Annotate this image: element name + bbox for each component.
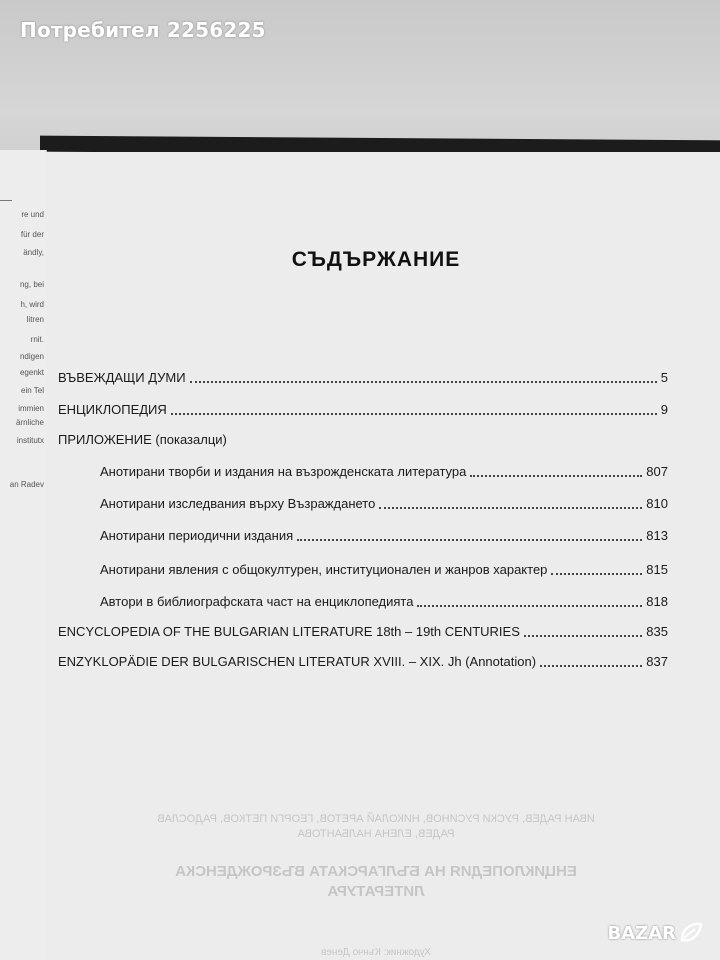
toc-entry-label: Анотирани явления с общокултурен, институционален и жанров характер [100,562,548,577]
page-title: СЪДЪРЖАНИЕ [291,248,461,271]
toc-entry-page: 810 [646,496,668,511]
toc-entry-german-summary [58,654,668,670]
toc-entry-page: 837 [646,654,668,669]
show-through-authors: ИВАН РАДЕВ, РУСКИ РУСИНОВ, НИКОЛАЙ АРЕТОВ, ГЕОРГИ ПЕТКОВ, РАДОСЛАВ РАДЕВ, ЕЛЕНА НАЛБАНТОВА [157,813,595,840]
toc-entry-page: 818 [646,594,668,609]
left-page-fragment: h, wird [20,300,44,309]
left-page-fragment: rnit. [30,335,44,344]
toc-entry-english-summary [58,624,668,640]
dot-leader [190,381,657,383]
leaf-icon [678,920,704,946]
toc-entry-page: 807 [646,464,668,479]
show-through-text [156,812,596,960]
bazar-logo [608,920,705,946]
appendix-heading: ПРИЛОЖЕНИЕ (показалци) [58,432,227,447]
toc-entry-label: Анотирани периодични издания [100,528,294,543]
left-page-fragment: ärnliche [15,418,44,427]
toc-entry-page: 815 [646,562,668,577]
dot-leader [297,539,642,541]
toc-entry-label: ВЪВЕЖДАЩИ ДУМИ [58,370,186,385]
toc-entry-appendix [100,562,668,578]
user-watermark: Потребител 2256225 [20,18,266,42]
toc-entry-appendix [100,528,668,544]
show-through-title: ЕНЦИКЛОПЕДИЯ НА БЪЛГАРСКАТА ВЪЗРОЖДЕНСКА ЛИТЕРАТУРА [175,863,577,900]
toc-entry-page: 9 [660,402,668,417]
toc-entry-introduction [58,370,668,386]
toc-entry-appendix [100,594,668,610]
dot-leader [524,635,642,637]
dot-leader [470,475,642,477]
toc-entry-label: Автори в библиографската част на енциклопедията [100,594,414,609]
dot-leader [417,605,642,607]
toc-entry-encyclopedia [58,402,668,418]
toc-entry-page: 5 [660,370,668,385]
dot-leader [379,507,642,509]
left-page-fragment: institutx [16,436,44,445]
show-through-credits: Художник: Кънчо Денев [321,947,432,958]
toc-entry-page: 835 [646,624,668,639]
toc-entry-label: ЕНЦИКЛОПЕДИЯ [58,402,167,417]
left-page-fragment: immien [18,404,44,413]
toc-entry-page: 813 [646,528,668,543]
left-page-fragment: an Radev [9,480,44,489]
left-page-fragment: egenkt [19,368,44,377]
left-page [0,150,47,960]
contents-page [46,152,720,960]
left-page-fragment: ng, bei [19,280,44,289]
toc-entry-appendix [100,464,668,480]
bazar-logo-text: BAZAR [607,922,676,944]
toc-entry-label: ENCYCLOPEDIA OF THE BULGARIAN LITERATURE 18th – 19th CENTURIES [58,624,520,639]
left-page-fragment: ein Tel [21,386,44,395]
toc-entry-appendix [100,496,668,512]
left-page-rule [0,200,12,201]
left-page-fragment: ändly, [23,248,44,257]
toc-entry-label: ENZYKLOPÄDIE DER BULGARISCHEN LITERATUR XVIII. – XIX. Jh (Annotation) [58,654,537,669]
left-page-fragment: litren [26,315,44,324]
left-page-fragment: ndigen [19,352,44,361]
left-page-fragment: für der [20,230,44,239]
dot-leader [171,413,657,415]
dot-leader [540,665,642,667]
left-page-fragment: re und [21,210,44,219]
dot-leader [551,573,642,575]
toc-entry-label: Анотирани творби и издания на възрожденската литература [100,464,467,479]
toc-entry-label: Анотирани изследвания върху Възраждането [100,496,376,511]
